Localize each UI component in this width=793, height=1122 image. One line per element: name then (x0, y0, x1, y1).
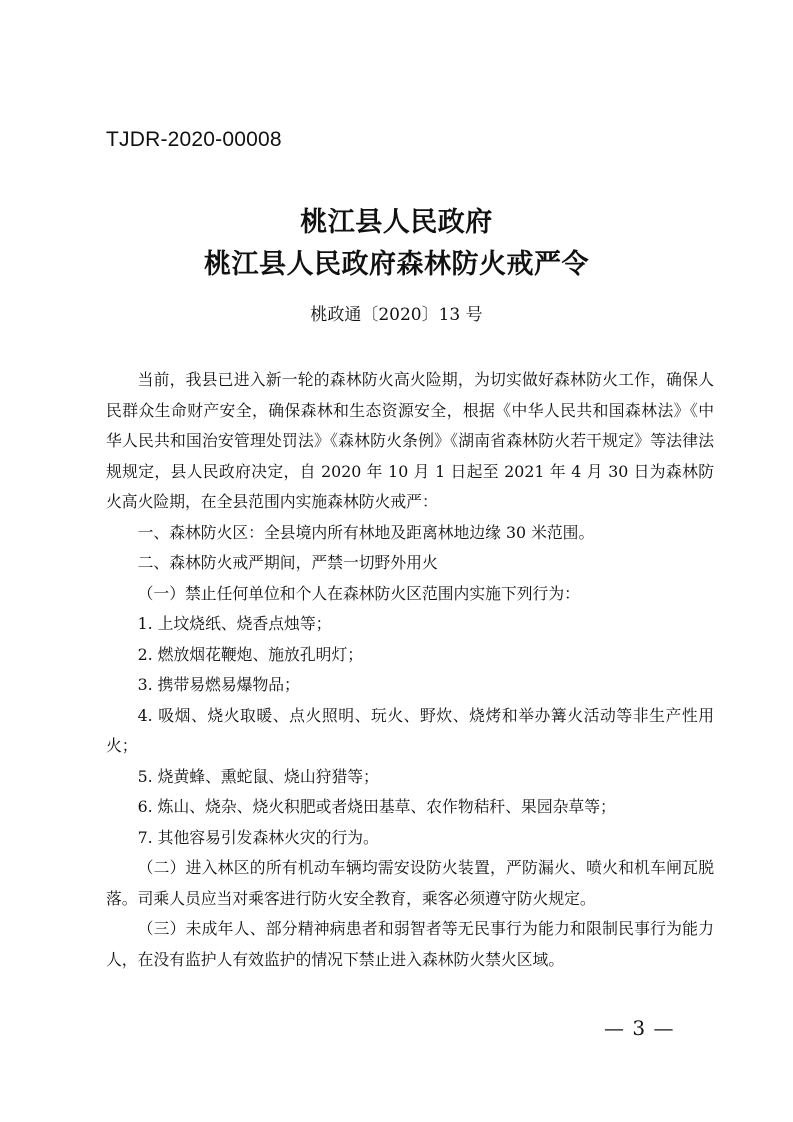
issuer-title: 桃江县人民政府 (300, 207, 493, 238)
list-item: 7. 其他容易引发森林火灾的行为。 (137, 827, 379, 847)
document-title: 桃江县人民政府森林防火戒严令 (204, 249, 589, 280)
list-item: 4. 吸烟、烧火取暖、点火照明、玩火、野炊、烧烤和举办篝火活动等非生产性用火； (106, 705, 714, 755)
document-body (106, 365, 714, 975)
paragraph-subsection-3: （三）未成年人、部分精神病患者和弱智者等无民事行为能力和限制民事行为能力人，在没有监护人有效监护的情况下禁止进入森林防火禁火区域。 (106, 919, 714, 969)
paragraph-subsection-2: （二）进入林区的所有机动车辆均需安设防火装置，严防漏火、喷火和机车闸瓦脱落。司乘人员应当对乘客进行防火安全教育，乘客必须遵守防火规定。 (106, 858, 714, 908)
list-item: 6. 炼山、烧杂、烧火积肥或者烧田基草、农作物秸秆、果园杂草等； (137, 797, 616, 816)
reference-number: 桃政通〔2020〕13 号 (310, 305, 483, 325)
list-item: 5. 烧黄蜂、熏蛇鼠、烧山狩猎等； (137, 766, 379, 786)
list-item: 2. 燃放烟花鞭炮、施放孔明灯； (137, 644, 364, 664)
paragraph-section-1: 一、森林防火区：全县境内所有林地及距离林地边缘 30 米范围。 (137, 522, 595, 542)
list-item: 1. 上坟烧纸、烧香点烛等； (137, 614, 332, 633)
document-number: TJDR-2020-00008 (106, 128, 282, 151)
paragraph-intro: 当前，我县已进入新一轮的森林防火高火险期，为切实做好森林防火工作，确保人民群众生命财产安全，确保森林和生态资源安全，根据《中华人民共和国森林法》《中华人民共和国治安管理处罚法》《森林防火条例》《湖南省森林防火若干规定》等法律法规规定，县人民政府决定，自 2020 年 10 月 1 日起至 2021 年 4 月 30 日为森林防火高火险期，在全县范围内实施森林防火戒严： (106, 370, 714, 511)
list-item: 3. 携带易燃易爆物品； (137, 675, 300, 694)
page-number: — 3 — (604, 1016, 675, 1040)
paragraph-section-2: 二、森林防火戒严期间，严禁一切野外用火 (137, 553, 438, 572)
paragraph-subsection-1: （一）禁止任何单位和个人在森林防火区范围内实施下列行为： (137, 583, 580, 603)
